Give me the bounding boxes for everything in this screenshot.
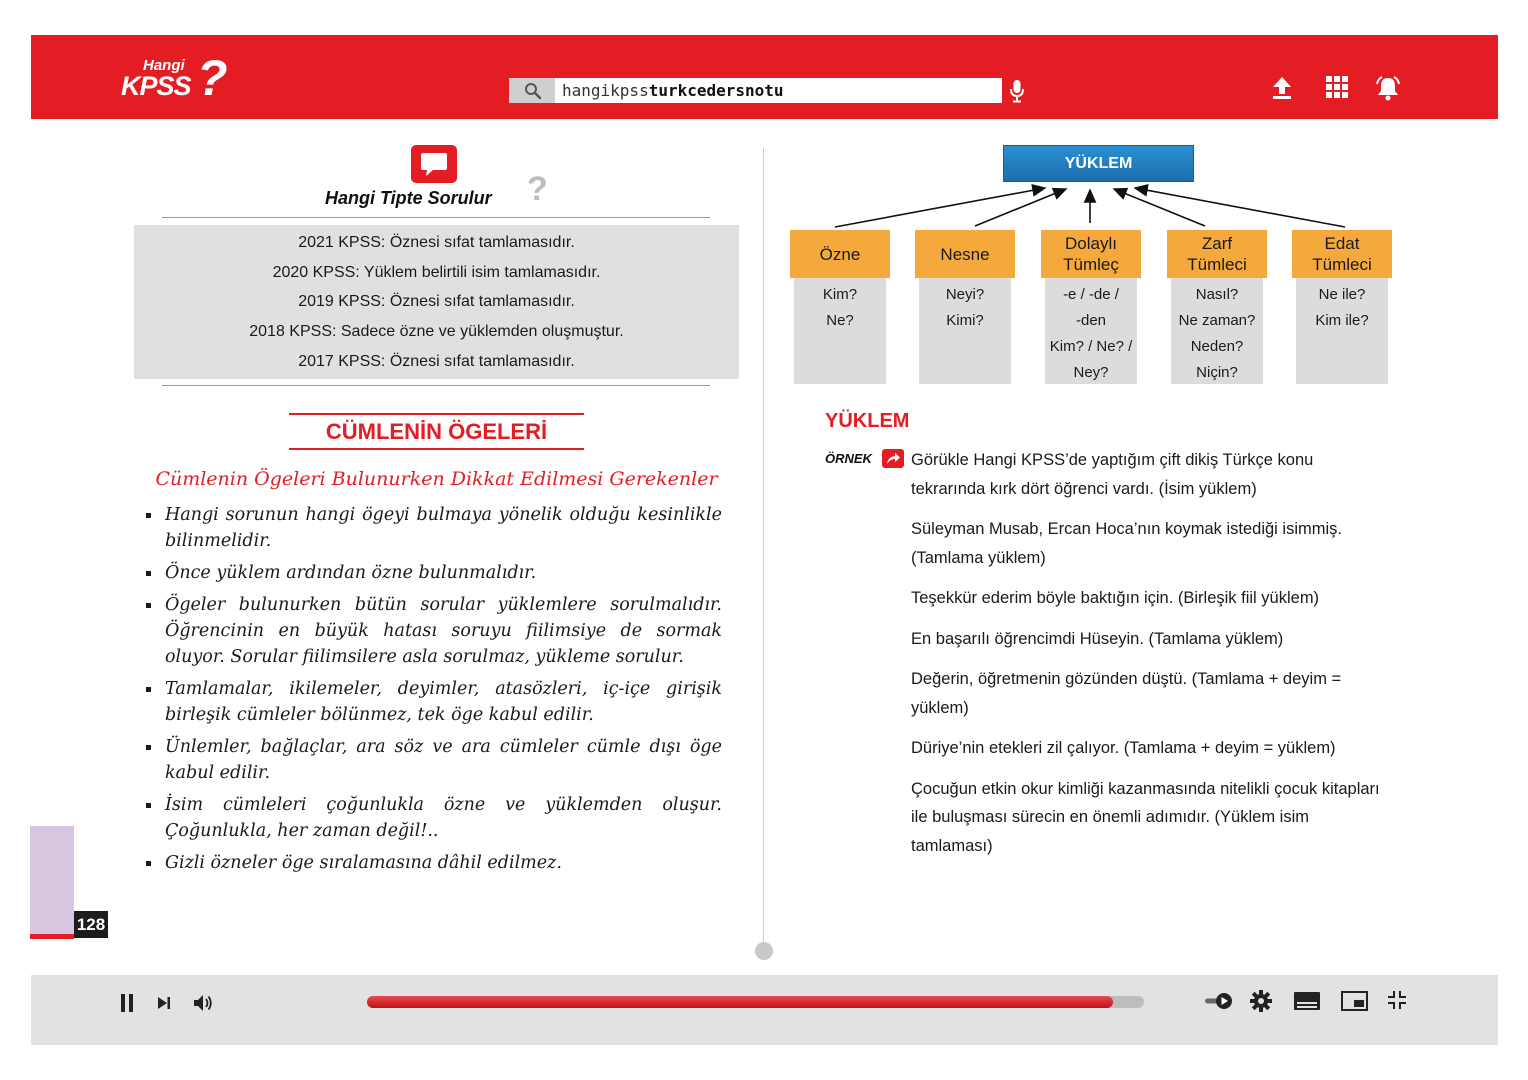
arrow-edat [1135, 188, 1345, 227]
example-label-text: ÖRNEK [825, 451, 872, 466]
top-bar [31, 35, 1498, 119]
node-question: Ne? [826, 312, 854, 329]
list-item: Tamlamalar, ikilemeler, deyimler, atasözleri, iç-içe girişik birleşik cümleler bölünmez, tek öge kabul edilir. [146, 676, 722, 728]
past-exam-box [134, 225, 739, 379]
node-question: -den [1075, 312, 1107, 329]
yuklem-heading: YÜKLEM [825, 410, 910, 432]
node-title: Özne [790, 230, 890, 278]
hangi-kpss-logo[interactable] [121, 50, 241, 106]
divider-handle[interactable] [755, 942, 773, 960]
search-icon[interactable] [509, 78, 555, 103]
node-title: Dolaylı Tümleç [1041, 230, 1141, 278]
list-item: Gizli özneler öge sıralamasına dâhil edilmez. [146, 850, 722, 876]
progress-fill [367, 996, 1113, 1008]
search-bar[interactable] [509, 78, 1002, 103]
logo-big-text: KPSS [121, 71, 191, 101]
heading-rule-top [162, 217, 710, 218]
example-sentence: Görükle Hangi KPSS’de yaptığım çift dikiş Türkçe konu tekrarında kırk dört öğrenci vardı. (İsim yüklem) [911, 451, 1314, 498]
exam-line: 2019 KPSS: Öznesi sıfat tamlamasıdır. [298, 293, 575, 310]
node-question: Kimi? [946, 312, 984, 329]
search-text-bold: turkcedersnotu [648, 81, 784, 100]
upload-icon[interactable] [1272, 76, 1292, 100]
arrow-zarf [1114, 189, 1205, 226]
exam-line: 2018 KPSS: Sadece özne ve yüklemden oluşmuştur. [249, 323, 624, 340]
list-item: Hangi sorunun hangi ögeyi bulmaya yönelik olduğu kesinlikle bilinmelidir. [146, 502, 722, 554]
settings-icon[interactable] [1250, 990, 1272, 1012]
example-label [825, 449, 905, 469]
progress-bar[interactable] [367, 996, 1144, 1008]
node-question: Niçin? [1196, 364, 1238, 381]
apps-grid-icon[interactable] [1326, 76, 1348, 98]
exam-line: 2021 KPSS: Öznesi sıfat tamlamasıdır. [298, 234, 575, 251]
list-item: Ünlemler, bağlaçlar, ara söz ve ara cümleler cümle dışı öge kabul edilir. [146, 734, 722, 786]
diagram-node-nesne [915, 230, 1015, 384]
pause-icon[interactable] [120, 993, 134, 1013]
example-sentence: Düriye’nin etekleri zil çalıyor. (Tamlama + deyim = yüklem) [911, 739, 1336, 757]
diagram-arrows [770, 170, 1390, 232]
diagram-node-ozne [790, 230, 890, 384]
example-sentence: Teşekkür ederim böyle baktığın için. (Birleşik fiil yüklem) [911, 589, 1320, 607]
page-divider [763, 148, 764, 950]
example-sentence: Çocuğun etkin okur kimliği kazanmasında nitelikli çocuk kitapları ile buluşması sürecin en önemli adımıdır. (Yüklem isim tamlaması) [911, 779, 1380, 855]
search-input[interactable] [562, 81, 784, 100]
chapter-tab [30, 826, 74, 934]
arrow-nesne [975, 189, 1066, 226]
node-question: Nasıl? [1195, 286, 1239, 303]
diagram-node-zarf-tumleci [1167, 230, 1267, 384]
search-text-prefix: hangikpss [562, 81, 649, 100]
speech-bubble-icon [411, 145, 457, 183]
node-questions [1296, 278, 1388, 384]
question-type-heading: Hangi Tipte Sorulur [325, 188, 492, 208]
node-question: Kim ile? [1315, 312, 1369, 329]
node-question: Ney? [1073, 364, 1109, 381]
logo-question-mark: ? [197, 50, 228, 106]
node-question: Kim? [822, 286, 858, 303]
fullscreen-exit-icon[interactable] [1387, 990, 1407, 1010]
exam-line: 2020 KPSS: Yüklem belirtili isim tamlamasıdır. [272, 264, 601, 281]
list-item: Ögeler bulunurken bütün sorular yüklemlere sorulmalıdır. Öğrencinin en büyük hatası soruyu fiilimsiye de sormak oluyor. Sorular fiilimsilere asla sorulmaz, yükleme sorulur. [146, 592, 722, 670]
heading-rule-bottom [162, 385, 710, 386]
question-mark-decoration: ? [527, 170, 548, 208]
exam-line: 2017 KPSS: Öznesi sıfat tamlamasıdır. [298, 353, 575, 370]
subtitles-icon[interactable] [1293, 991, 1321, 1011]
list-item: Önce yüklem ardından özne bulunmalıdır. [146, 560, 722, 586]
share-arrow-icon [882, 449, 904, 468]
logo-small-text: Hangi [143, 57, 185, 74]
node-question: Kim? / Ne? / [1049, 338, 1133, 355]
node-questions [1171, 278, 1263, 384]
section-title: CÜMLENİN ÖGELERİ [289, 413, 584, 450]
arrow-ozne [835, 188, 1045, 227]
example-sentence: Süleyman Musab, Ercan Hoca’nın koymak istediği isimmiş. (Tamlama yüklem) [911, 520, 1342, 567]
list-item: İsim cümleleri çoğunlukla özne ve yüklemden oluşur. Çoğunlukla, her zaman değil!.. [146, 792, 722, 844]
diagram-root-yuklem: YÜKLEM [1003, 145, 1194, 182]
node-questions [919, 278, 1011, 384]
node-questions [794, 278, 886, 384]
example-sentence: Değerin, öğretmenin gözünden düştü. (Tamlama + deyim = yüklem) [911, 670, 1342, 717]
node-question: Neyi? [945, 286, 985, 303]
node-question: Ne zaman? [1178, 312, 1256, 329]
node-question: Ne ile? [1318, 286, 1366, 303]
autoplay-toggle-icon[interactable] [1204, 991, 1234, 1011]
miniplayer-icon[interactable] [1341, 991, 1368, 1011]
example-sentence: En başarılı öğrencimdi Hüseyin. (Tamlama yüklem) [911, 629, 1284, 648]
microphone-icon[interactable] [1009, 79, 1025, 103]
section-subtitle: Cümlenin Ögeleri Bulunurken Dikkat Edilmesi Gerekenler [155, 468, 718, 490]
node-questions [1045, 278, 1137, 384]
tips-list [146, 502, 722, 882]
node-question: Neden? [1190, 338, 1244, 355]
node-title: Zarf Tümleci [1167, 230, 1267, 278]
volume-icon[interactable] [193, 994, 213, 1012]
page-number: 128 [74, 911, 108, 938]
chapter-tab-accent [30, 934, 74, 939]
diagram-node-edat-tumleci [1292, 230, 1392, 384]
node-title: Edat Tümleci [1292, 230, 1392, 278]
video-player-bar [31, 975, 1498, 1045]
node-question: -e / -de / [1063, 286, 1119, 303]
example-list [911, 446, 1391, 872]
bell-icon[interactable] [1376, 76, 1400, 101]
diagram-node-dolayli-tumlec [1041, 230, 1141, 384]
next-icon[interactable] [157, 996, 171, 1010]
node-title: Nesne [915, 230, 1015, 278]
